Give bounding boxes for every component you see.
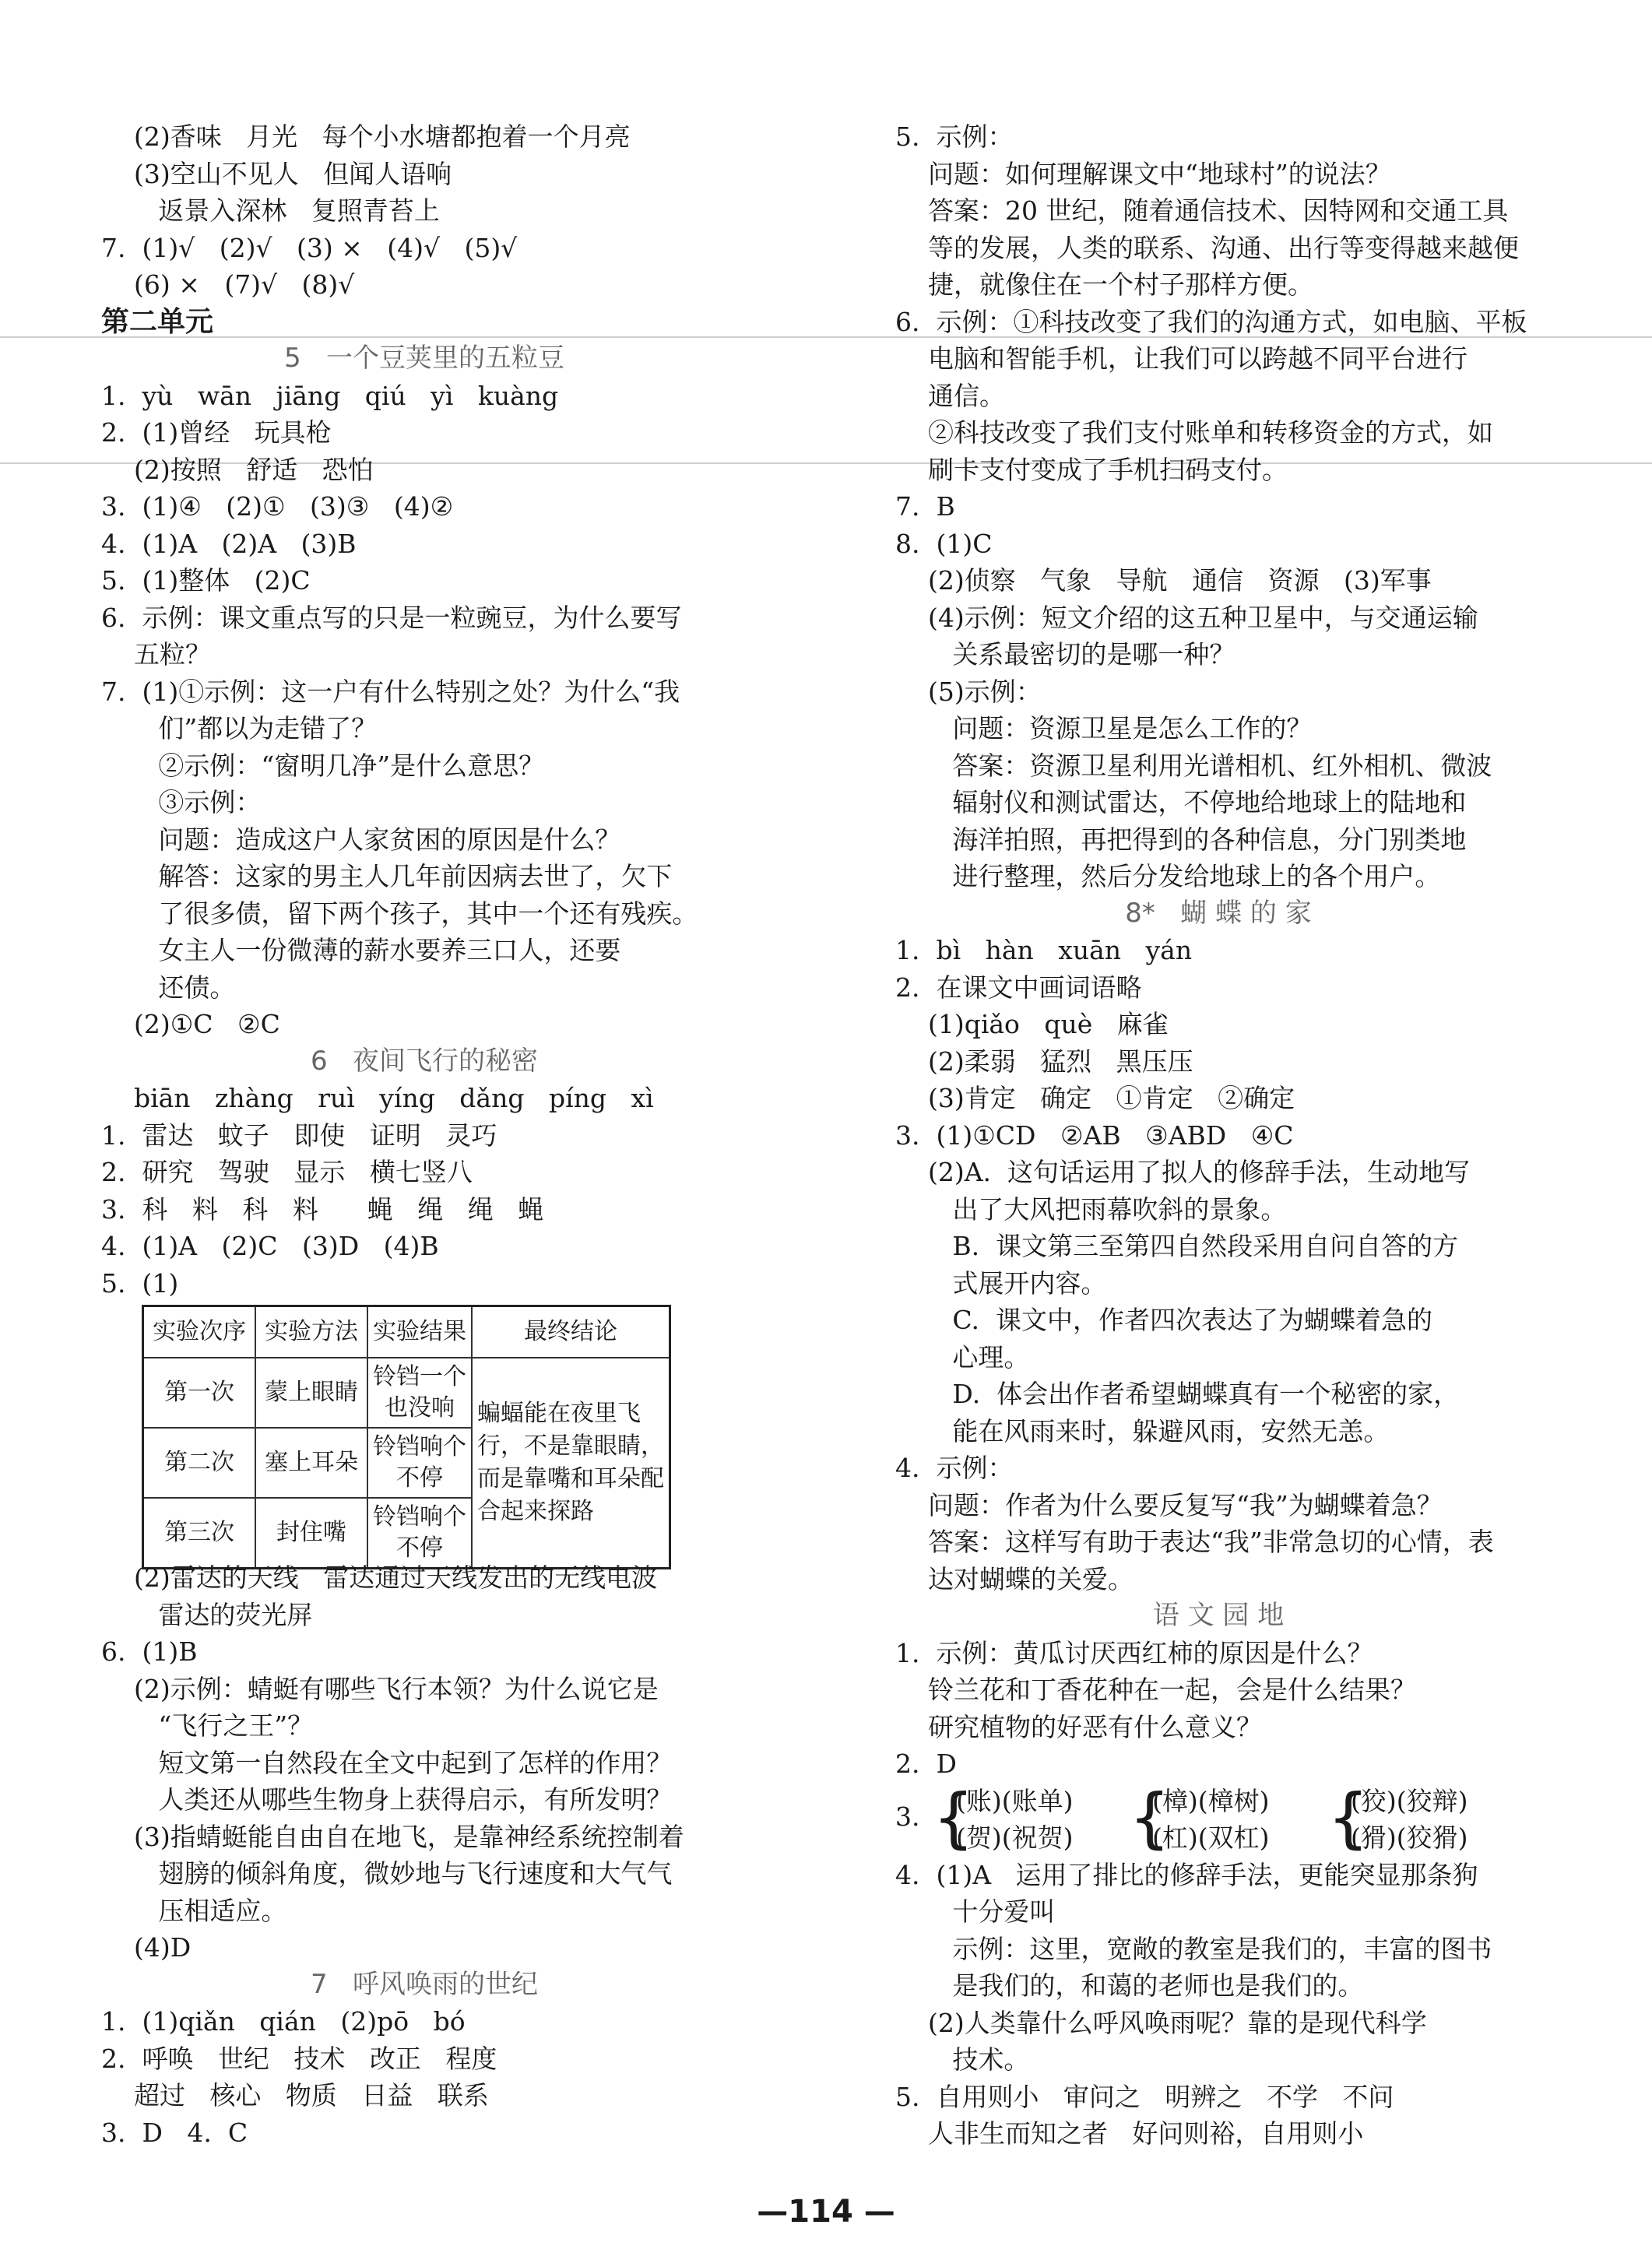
experiment-table-wrapper bbox=[101, 1302, 747, 1562]
answer-line: “飞行之王”？ bbox=[101, 1710, 314, 1741]
answer-line: 1. 雷达 蚊子 即使 证明 灵巧 bbox=[101, 1119, 497, 1151]
answer-line: 3. (1)④ (2)① (3)③ (4)② bbox=[101, 491, 454, 522]
answer-line: 7. (1)①示例：这一户有什么特别之处？为什么“我 bbox=[101, 676, 680, 707]
answer-line: 7. (1)√ (2)√ (3) × (4)√ (5)√ bbox=[101, 232, 518, 263]
answer-line: 1. (1)qiǎn qián (2)pō bó bbox=[101, 2006, 466, 2037]
table-cell: 第一次 bbox=[143, 1358, 256, 1428]
left-brace-icon: { bbox=[1327, 1779, 1369, 1856]
answer-line: ②科技改变了我们支付账单和转移资金的方式，如 bbox=[895, 417, 1493, 448]
answer-line: 4. 示例： bbox=[895, 1453, 1014, 1483]
lesson-title: 6 夜间飞行的秘密 bbox=[310, 1045, 539, 1077]
answer-line: 短文第一自然段在全文中起到了怎样的作用？ bbox=[101, 1747, 673, 1778]
answer-line: 海洋拍照，再把得到的各种信息，分门别类地 bbox=[895, 824, 1467, 855]
answer-line: 辐射仪和测试雷达，不停地给地球上的陆地和 bbox=[895, 787, 1467, 817]
answer-line: 6. (1)B bbox=[101, 1636, 198, 1667]
left-brace-icon: { bbox=[1129, 1779, 1171, 1856]
brace-answer-item bbox=[895, 1779, 1541, 1857]
brace-entry: (猾)(狡猾) bbox=[1351, 1822, 1468, 1853]
answer-line: 5. 自用则小 审问之 明辨之 不学 不问 bbox=[895, 2081, 1394, 2112]
table-header-cell: 实验次序 bbox=[143, 1306, 256, 1358]
left-answers-block-2 bbox=[101, 1559, 747, 2151]
table-cell: 塞上耳朵 bbox=[255, 1428, 367, 1498]
answer-line: 2. 研究 驾驶 显示 横七竖八 bbox=[101, 1157, 473, 1187]
lesson-title: 7 呼风唤雨的世纪 bbox=[310, 1968, 539, 2000]
table-header-cell: 实验方法 bbox=[255, 1306, 367, 1358]
table-header-row bbox=[143, 1306, 670, 1358]
lesson-title: 8* 蝴 蝶 的 家 bbox=[1125, 897, 1312, 929]
answer-line: 4. (1)A 运用了排比的修辞手法，更能突显那条狗 bbox=[895, 1859, 1478, 1890]
answer-line: 5. (1) bbox=[101, 1267, 179, 1299]
table-cell: 蒙上眼睛 bbox=[255, 1358, 367, 1428]
experiment-table bbox=[142, 1305, 671, 1569]
answer-line: (2)A. 这句话运用了拟人的修辞手法，生动地写 bbox=[895, 1157, 1471, 1187]
answer-line: 出了大风把雨幕吹斜的景象。 bbox=[895, 1193, 1287, 1225]
answer-line: 3. (1)①CD ②AB ③ABD ④C bbox=[895, 1119, 1294, 1151]
answer-line: biān zhàng ruì yíng dǎng píng xì bbox=[101, 1083, 654, 1113]
right-column bbox=[895, 118, 1541, 2153]
answer-line: 3. 科 料 科 料 蝇 绳 绳 蝇 bbox=[101, 1193, 544, 1225]
answer-line: (3)空山不见人 但闻人语响 bbox=[101, 158, 452, 189]
answer-line: 压相适应。 bbox=[101, 1895, 287, 1926]
table-cell: 第二次 bbox=[143, 1428, 256, 1498]
answer-line: 4. (1)A (2)C (3)D (4)B bbox=[101, 1231, 439, 1261]
answer-line: 超过 核心 物质 日益 联系 bbox=[101, 2080, 489, 2111]
brace-entry: (樟)(樟树) bbox=[1152, 1785, 1270, 1816]
table-cell: 第三次 bbox=[143, 1498, 256, 1569]
answer-line: 5. (1)整体 (2)C bbox=[101, 565, 311, 596]
table-header-cell: 最终结论 bbox=[472, 1306, 670, 1358]
answer-line: 问题：造成这户人家贫困的原因是什么？ bbox=[101, 824, 621, 855]
answer-line: 5. 示例： bbox=[895, 121, 1014, 152]
answer-line: 6. 示例：课文重点写的只是一粒豌豆，为什么要写 bbox=[101, 602, 682, 633]
answer-line: 达对蝴蝶的关爱。 bbox=[895, 1563, 1134, 1594]
answer-line: D. 体会出作者希望蝴蝶真有一个秘密的家， bbox=[895, 1379, 1460, 1409]
answer-line: 人非生而知之者 好问则裕，自用则小 bbox=[895, 2118, 1364, 2149]
answer-line: 2. 呼唤 世纪 技术 改正 程度 bbox=[101, 2043, 497, 2074]
table-header-cell: 实验结果 bbox=[367, 1306, 472, 1358]
answer-line: 捷，就像住在一个村子那样方便。 bbox=[895, 269, 1313, 300]
answer-line: 2. 在课文中画词语略 bbox=[895, 972, 1142, 1003]
answer-line: 十分爱叫 bbox=[895, 1896, 1056, 1927]
answer-line: 技术。 bbox=[895, 2044, 1030, 2075]
answer-line: 式展开内容。 bbox=[895, 1267, 1107, 1299]
answer-line: (2)柔弱 猛烈 黑压压 bbox=[895, 1046, 1193, 1077]
answer-line: (3)肯定 确定 ①肯定 ②确定 bbox=[895, 1083, 1295, 1113]
answer-line: 答案：20 世纪，随着通信技术、因特网和交通工具 bbox=[895, 195, 1509, 226]
answer-line: 刷卡支付变成了手机扫码支付。 bbox=[895, 454, 1288, 485]
answer-line: 能在风雨来时，躲避风雨，安然无恙。 bbox=[895, 1415, 1390, 1446]
answer-line: 等的发展，人类的联系、沟通、出行等变得越来越便 bbox=[895, 232, 1519, 263]
answer-line: 问题：资源卫星是怎么工作的？ bbox=[895, 713, 1313, 743]
answer-line: 解答：这家的男主人几年前因病去世了，欠下 bbox=[101, 861, 673, 891]
answer-line: 1. bì hàn xuān yán bbox=[895, 935, 1193, 965]
answer-line: 心理。 bbox=[895, 1341, 1030, 1373]
answer-line: 问题：如何理解课文中“地球村”的说法？ bbox=[895, 158, 1391, 189]
answer-line: 答案：资源卫星利用光谱相机、红外相机、微波 bbox=[895, 750, 1492, 781]
answer-line: 4. (1)A (2)A (3)B bbox=[101, 528, 357, 559]
answer-line: 五粒？ bbox=[101, 639, 211, 670]
table-row bbox=[143, 1358, 670, 1428]
answer-line: (2)示例：蜻蜓有哪些飞行本领？为什么说它是 bbox=[101, 1673, 659, 1704]
answer-line: 问题：作者为什么要反复写“我”为蝴蝶着急？ bbox=[895, 1489, 1443, 1520]
answer-line: 人类还从哪些生物身上获得启示，有所发明？ bbox=[101, 1784, 673, 1815]
answer-line: 还债。 bbox=[101, 972, 236, 1003]
answer-line: (2)①C ②C bbox=[101, 1009, 280, 1039]
answer-line: (6) × (7)√ (8)√ bbox=[101, 269, 355, 300]
page-number: —114 — bbox=[757, 2194, 895, 2230]
answer-line: (2)按照 舒适 恐怕 bbox=[101, 454, 374, 485]
answer-line: 示例：这里，宽敞的教室是我们的，丰富的图书 bbox=[895, 1933, 1492, 1964]
answer-line: 7. B bbox=[895, 491, 955, 522]
unit-title: 第二单元 bbox=[101, 305, 214, 338]
answer-line: (1)qiǎo què 麻雀 bbox=[895, 1009, 1169, 1039]
answer-line: 1. 示例：黄瓜讨厌西红柿的原因是什么？ bbox=[895, 1637, 1373, 1668]
left-answers-block-1 bbox=[101, 118, 747, 1302]
answer-line: 铃兰花和丁香花种在一起，会是什么结果？ bbox=[895, 1675, 1416, 1705]
answer-line: 研究植物的好恶有什么意义？ bbox=[895, 1711, 1262, 1742]
table-cell: 封住嘴 bbox=[255, 1498, 367, 1569]
table-conclusion-cell: 蝙蝠能在夜里飞行，不是靠眼睛，而是靠嘴和耳朵配合起来探路 bbox=[472, 1358, 670, 1569]
answer-line: 电脑和智能手机，让我们可以跨越不同平台进行 bbox=[895, 343, 1467, 374]
brace-entry: (贺)(祝贺) bbox=[956, 1822, 1074, 1853]
answer-line: (2)人类靠什么呼风唤雨呢？靠的是现代科学 bbox=[895, 2007, 1427, 2038]
lesson-title: 语 文 园 地 bbox=[1152, 1600, 1285, 1631]
brace-entry: (狡)(狡辩) bbox=[1351, 1785, 1468, 1816]
answer-line: (4)示例：短文介绍的这五种卫星中，与交通运输 bbox=[895, 602, 1478, 633]
answer-line: 通信。 bbox=[895, 380, 1005, 411]
brace-entry: (账)(账单) bbox=[956, 1785, 1074, 1816]
answer-line: 雷达的荧光屏 bbox=[101, 1599, 313, 1630]
answer-line: B. 课文第三至第四自然段采用自问自答的方 bbox=[895, 1231, 1459, 1261]
answer-line: 是我们的，和蔼的老师也是我们的。 bbox=[895, 1970, 1364, 2001]
answer-line: 进行整理，然后分发给地球上的各个用户。 bbox=[895, 861, 1441, 891]
right-answers-block-2 bbox=[895, 1857, 1541, 2153]
table-cell: 铃铛响个不停 bbox=[367, 1428, 472, 1498]
answer-line: (2)雷达的天线 雷达通过天线发出的无线电波 bbox=[101, 1562, 658, 1593]
right-answers-block-1 bbox=[895, 118, 1541, 1783]
answer-line: (5)示例： bbox=[895, 676, 1042, 707]
answer-line: 翅膀的倾斜角度，微妙地与飞行速度和大气气 bbox=[101, 1858, 673, 1889]
answer-line: 2. D bbox=[895, 1749, 957, 1779]
answer-line: 6. 示例：①科技改变了我们的沟通方式，如电脑、平板 bbox=[895, 306, 1527, 337]
brace-entry: (杠)(双杠) bbox=[1152, 1822, 1270, 1853]
answer-line: 8. (1)C bbox=[895, 528, 993, 559]
answer-line: (4)D bbox=[101, 1932, 192, 1963]
answer-line: 们”都以为走错了？ bbox=[101, 713, 378, 743]
lesson-title: 5 一个豆荚里的五粒豆 bbox=[283, 343, 565, 374]
table-cell: 铃铛响个不停 bbox=[367, 1498, 472, 1569]
left-brace-icon: { bbox=[933, 1779, 975, 1856]
answer-line: 答案：这样写有助于表达“我”非常急切的心情，表 bbox=[895, 1527, 1494, 1557]
answer-line: 1. yù wān jiāng qiú yì kuàng bbox=[101, 380, 559, 411]
left-column bbox=[101, 118, 747, 2151]
answer-line: 2. (1)曾经 玩具枪 bbox=[101, 417, 332, 448]
answer-line: (2)香味 月光 每个小水塘都抱着一个月亮 bbox=[101, 121, 631, 152]
answer-line: 了很多债，留下两个孩子，其中一个还有残疾。 bbox=[101, 898, 698, 929]
answer-line: ③示例： bbox=[101, 787, 262, 817]
answer-line: ②示例：“窗明几净”是什么意思？ bbox=[101, 750, 545, 781]
answer-line: 返景入深林 复照青苔上 bbox=[101, 195, 440, 226]
answer-line: C. 课文中，作者四次表达了为蝴蝶着急的 bbox=[895, 1305, 1432, 1335]
answer-line: (2)侦察 气象 导航 通信 资源 (3)军事 bbox=[895, 565, 1432, 596]
answer-line: (3)指蜻蜓能自由自在地飞，是靠神经系统控制着 bbox=[101, 1821, 684, 1852]
answer-line: 3. D 4. C bbox=[101, 2117, 248, 2148]
answer-line: 关系最密切的是哪一种？ bbox=[895, 639, 1235, 670]
table-cell: 铃铛一个也没响 bbox=[367, 1358, 472, 1428]
item-number: 3. bbox=[895, 1801, 920, 1832]
answer-line: 女主人一份微薄的薪水要养三口人，还要 bbox=[101, 935, 621, 965]
